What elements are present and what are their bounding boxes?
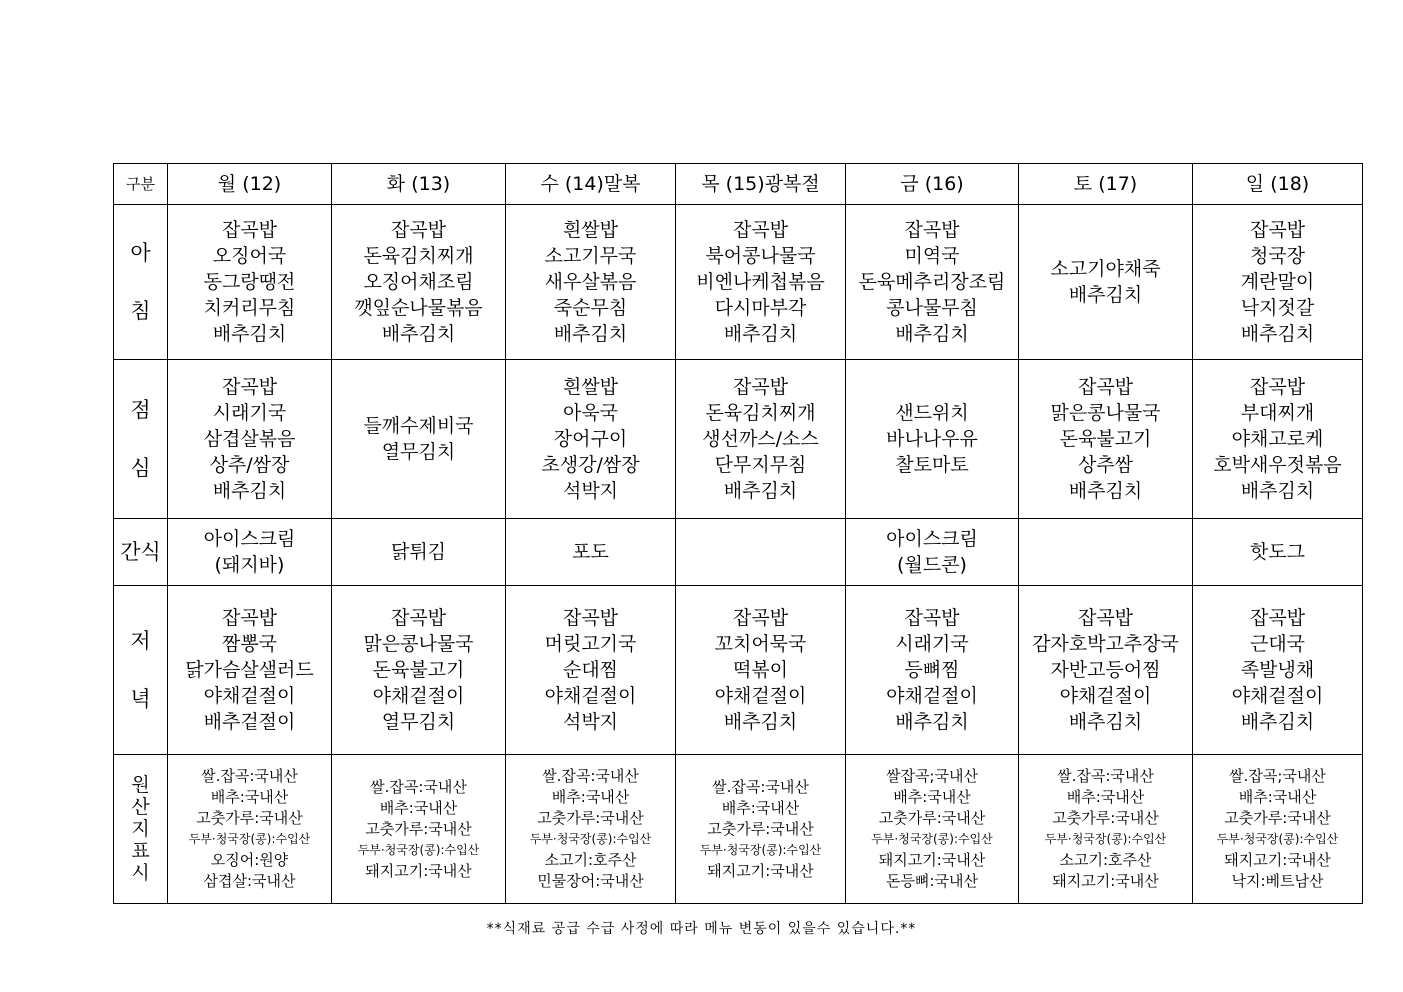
menu-item: 잡곡밥 <box>390 607 447 629</box>
day-header-sat: 토 (17) <box>1019 164 1193 205</box>
origin-item: 두부·청국장(콩):수입산 <box>871 832 993 846</box>
origin-item: 삼겹살:국내산 <box>203 872 296 890</box>
menu-item: 배추김치 <box>1068 480 1143 502</box>
row-label-char: 산 <box>131 796 150 818</box>
row-label-char: 원 <box>131 774 150 796</box>
menu-item: 잡곡밥 <box>732 376 789 398</box>
menu-item: 배추김치 <box>723 480 798 502</box>
menu-item: 동그랑땡전 <box>203 271 296 293</box>
row-label-char: 지 <box>131 818 150 840</box>
breakfast-row <box>114 205 1363 360</box>
menu-item: 오징어국 <box>212 245 287 267</box>
origin-item: 쌀.잡곡:국내산 <box>201 767 298 785</box>
menu-item: 야채겉절이 <box>203 685 296 707</box>
menu-item: 콩나물무침 <box>886 297 978 319</box>
menu-cell-fri <box>846 360 1019 519</box>
menu-item: 떡볶이 <box>732 659 789 681</box>
menu-item: 석박지 <box>562 480 619 502</box>
menu-item: 부대찌개 <box>1240 402 1315 424</box>
menu-item: 잡곡밥 <box>904 219 960 241</box>
menu-item: 닭가슴살샐러드 <box>185 659 314 681</box>
menu-item: 시래기국 <box>212 402 287 424</box>
menu-cell-tue <box>332 360 506 519</box>
origin-item: 소고기:호주산 <box>1059 851 1152 869</box>
menu-item: 석박지 <box>562 711 619 733</box>
menu-item: 단무지무침 <box>714 454 807 476</box>
day-header-wed: 수 (14)말복 <box>506 164 676 205</box>
origin-item: 돼지고기:국내산 <box>1052 872 1159 890</box>
menu-item: 잡곡밥 <box>1249 376 1306 398</box>
menu-item: 잡곡밥 <box>221 607 278 629</box>
origin-label <box>114 755 168 904</box>
menu-item: 배추김치 <box>1240 480 1315 502</box>
menu-cell-sat <box>1019 205 1193 360</box>
menu-item: 배추김치 <box>1240 711 1315 733</box>
origin-item: 소고기:호주산 <box>544 851 637 869</box>
lunch-label <box>114 360 168 519</box>
origin-item: 고춧가루:국내산 <box>878 809 986 827</box>
menu-item: 잡곡밥 <box>221 376 278 398</box>
menu-item: 돈육불고기 <box>1059 428 1152 450</box>
origin-item: 쌀.잡곡:국내산 <box>712 777 809 796</box>
menu-item: 배추김치 <box>212 323 287 345</box>
menu-item: 깻잎순나물볶음 <box>354 297 483 319</box>
menu-item: 잡곡밥 <box>390 219 447 241</box>
origin-item: 쌀잡곡;국내산 <box>886 767 978 785</box>
origin-item: 배추:국내산 <box>551 788 630 806</box>
origin-item: 돈등뼈:국내산 <box>886 872 978 890</box>
menu-item: 등뼈찜 <box>904 659 960 681</box>
menu-item: 생선까스/소스 <box>702 428 819 450</box>
menu-item: 아이스크림 <box>203 528 296 550</box>
header-row <box>114 164 1363 205</box>
origin-item: 낙지:베트남산 <box>1231 872 1324 890</box>
menu-item: 비엔나케첩볶음 <box>696 271 825 293</box>
origin-item: 오징어:원양 <box>210 851 289 869</box>
origin-item: 쌀.잡곡:국내산 <box>1057 767 1154 785</box>
origin-item: 고춧가루:국내산 <box>707 819 814 838</box>
origin-item: 고춧가루:국내산 <box>1052 809 1159 827</box>
menu-item: 맑은콩나물국 <box>1050 402 1161 424</box>
menu-item: 잡곡밥 <box>1077 607 1134 629</box>
origin-item: 쌀.잡곡;국내산 <box>1229 767 1326 785</box>
menu-item: 배추김치 <box>895 323 969 345</box>
menu-item: 시래기국 <box>895 633 969 655</box>
menu-item: 감자호박고추장국 <box>1032 633 1179 655</box>
snack-label: 간식 <box>114 519 168 586</box>
origin-item: 돼지고기:국내산 <box>878 851 986 869</box>
menu-item: 열무김치 <box>381 711 456 733</box>
menu-cell-fri <box>846 519 1019 586</box>
menu-item: 잡곡밥 <box>1077 376 1134 398</box>
menu-cell-sun <box>1193 360 1363 519</box>
menu-item: 찰토마토 <box>895 454 969 476</box>
menu-cell-wed <box>506 205 676 360</box>
origin-item: 돼지고기:국내산 <box>1224 851 1331 869</box>
menu-item: 샌드위치 <box>895 402 969 424</box>
menu-cell-wed <box>506 586 676 755</box>
day-header-tue: 화 (13) <box>332 164 506 205</box>
menu-item: 잡곡밥 <box>221 219 278 241</box>
menu-item: 자반고등어찜 <box>1050 659 1161 681</box>
menu-cell-thu <box>676 205 846 360</box>
menu-item: 흰쌀밥 <box>562 219 619 241</box>
lunch-row <box>114 360 1363 519</box>
menu-cell-thu <box>676 360 846 519</box>
origin-item: 두부·청국장(콩):수입산 <box>699 842 822 857</box>
origin-item: 돼지고기:국내산 <box>365 861 472 880</box>
menu-item: 배추김치 <box>381 323 456 345</box>
menu-item: 열무김치 <box>381 441 456 463</box>
menu-item: 돈육김치찌개 <box>705 402 816 424</box>
menu-item: 낙지젓갈 <box>1240 297 1315 319</box>
menu-item: 상추쌈 <box>1077 454 1134 476</box>
breakfast-label <box>114 205 168 360</box>
menu-cell-mon <box>168 205 332 360</box>
menu-cell-sun <box>1193 519 1363 586</box>
menu-item: 핫도그 <box>1249 541 1306 563</box>
origin-cell-wed <box>506 755 676 904</box>
menu-item: 계란말이 <box>1240 271 1315 293</box>
menu-cell-sun <box>1193 205 1363 360</box>
menu-item: 돈육김치찌개 <box>363 245 474 267</box>
menu-item: 잡곡밥 <box>1249 607 1306 629</box>
menu-item: 야채겉절이 <box>1231 685 1324 707</box>
row-label-char: 저 <box>130 629 151 653</box>
origin-cell-fri <box>846 755 1019 904</box>
menu-item: 장어구이 <box>553 428 628 450</box>
menu-item: 다시마부각 <box>714 297 807 319</box>
origin-item: 쌀.잡곡:국내산 <box>370 777 467 796</box>
menu-item: 꼬치어묵국 <box>714 633 807 655</box>
origin-cell-tue <box>332 755 506 904</box>
origin-item: 배추:국내산 <box>379 798 458 817</box>
menu-item: 소고기무국 <box>544 245 637 267</box>
menu-item: 돈육메추리장조림 <box>858 271 1006 293</box>
origin-item: 쌀.잡곡:국내산 <box>542 767 639 785</box>
snack-row <box>114 519 1363 586</box>
menu-item: 배추겉절이 <box>203 711 296 733</box>
menu-item: 돈육불고기 <box>372 659 465 681</box>
menu-item: 배추김치 <box>1068 284 1143 306</box>
menu-item: 북어콩나물국 <box>705 245 816 267</box>
header-label: 구분 <box>114 164 168 205</box>
menu-item: 아이스크림 <box>886 528 978 550</box>
dinner-label <box>114 586 168 755</box>
menu-item: 아욱국 <box>562 402 619 424</box>
menu-item: 야채겉절이 <box>544 685 637 707</box>
day-header-mon: 월 (12) <box>168 164 332 205</box>
menu-item: 순대찜 <box>562 659 619 681</box>
menu-item: 짬뽕국 <box>221 633 278 655</box>
menu-item: 배추김치 <box>895 711 969 733</box>
day-header-fri: 금 (16) <box>846 164 1019 205</box>
menu-item: 들깨수제비국 <box>363 415 474 437</box>
menu-cell-sat <box>1019 586 1193 755</box>
origin-item: 두부·청국장(콩):수입산 <box>357 842 480 857</box>
menu-item: 맑은콩나물국 <box>363 633 474 655</box>
menu-cell-thu <box>676 519 846 586</box>
origin-item: 두부·청국장(콩):수입산 <box>188 832 311 846</box>
menu-item: 미역국 <box>904 245 960 267</box>
menu-item: 근대국 <box>1249 633 1306 655</box>
menu-item: 청국장 <box>1249 245 1306 267</box>
menu-cell-wed <box>506 519 676 586</box>
origin-cell-sat <box>1019 755 1193 904</box>
menu-cell-mon <box>168 586 332 755</box>
origin-item: 배추:국내산 <box>721 798 800 817</box>
menu-cell-tue <box>332 586 506 755</box>
menu-item: 야채겉절이 <box>714 685 807 707</box>
menu-item: 바나나우유 <box>886 428 978 450</box>
menu-item: 닭튀김 <box>390 541 447 563</box>
weekly-menu-table <box>113 163 1363 904</box>
row-label-char: 녁 <box>130 687 151 711</box>
menu-cell-tue <box>332 205 506 360</box>
menu-item: 잡곡밥 <box>562 607 619 629</box>
menu-item: 소고기야채죽 <box>1050 258 1161 280</box>
row-label-char: 심 <box>130 456 151 480</box>
menu-cell-sat <box>1019 519 1193 586</box>
menu-item: 족발냉채 <box>1240 659 1315 681</box>
origin-item: 두부·청국장(콩):수입산 <box>1044 832 1167 846</box>
origin-cell-mon <box>168 755 332 904</box>
origin-row <box>114 755 1363 904</box>
menu-item: 잡곡밥 <box>1249 219 1306 241</box>
menu-item: 잡곡밥 <box>904 607 960 629</box>
origin-item: 배추:국내산 <box>1066 788 1145 806</box>
menu-item: 잡곡밥 <box>732 219 789 241</box>
menu-cell-tue <box>332 519 506 586</box>
menu-item: 새우살볶음 <box>544 271 637 293</box>
menu-item: 죽순무침 <box>553 297 628 319</box>
row-label-char: 표 <box>131 840 150 862</box>
menu-item: 야채겉절이 <box>886 685 978 707</box>
menu-item: 야채겉절이 <box>372 685 465 707</box>
origin-item: 고춧가루:국내산 <box>196 809 303 827</box>
menu-item: 흰쌀밥 <box>562 376 619 398</box>
menu-item: 배추김치 <box>723 323 798 345</box>
origin-item: 두부·청국장(콩):수입산 <box>529 832 652 846</box>
menu-item: 머릿고기국 <box>544 633 637 655</box>
menu-cell-fri <box>846 586 1019 755</box>
origin-item: 배추:국내산 <box>210 788 289 806</box>
menu-item: 호박새우젓볶음 <box>1213 454 1342 476</box>
menu-item: 상추/쌈장 <box>209 454 290 476</box>
menu-item: 잡곡밥 <box>732 607 789 629</box>
origin-cell-thu <box>676 755 846 904</box>
menu-item: 치커리무침 <box>203 297 296 319</box>
menu-item: 배추김치 <box>1240 323 1315 345</box>
menu-item: (돼지바) <box>214 554 285 576</box>
origin-item: 고춧가루:국내산 <box>365 819 472 838</box>
row-label-char: 아 <box>130 241 151 265</box>
menu-item: 야채고로케 <box>1231 428 1324 450</box>
day-header-thu: 목 (15)광복절 <box>676 164 846 205</box>
menu-item: 배추김치 <box>1068 711 1143 733</box>
origin-item: 배추:국내산 <box>1238 788 1317 806</box>
menu-item: 배추김치 <box>553 323 628 345</box>
menu-cell-mon <box>168 360 332 519</box>
origin-item: 고춧가루:국내산 <box>537 809 644 827</box>
row-label-char: 시 <box>131 862 150 884</box>
menu-cell-sat <box>1019 360 1193 519</box>
origin-item: 민물장어:국내산 <box>537 872 644 890</box>
row-label-char: 침 <box>130 299 151 323</box>
menu-item: 오징어채조림 <box>363 271 474 293</box>
menu-cell-mon <box>168 519 332 586</box>
menu-item: 삼겹살볶음 <box>203 428 296 450</box>
origin-item: 고춧가루:국내산 <box>1224 809 1331 827</box>
menu-item: 초생강/쌈장 <box>541 454 640 476</box>
row-label-char: 점 <box>130 398 151 422</box>
dinner-row <box>114 586 1363 755</box>
menu-cell-wed <box>506 360 676 519</box>
origin-item: 배추:국내산 <box>893 788 971 806</box>
origin-item: 돼지고기:국내산 <box>707 861 814 880</box>
menu-item: 배추김치 <box>212 480 287 502</box>
menu-item: (월드콘) <box>897 554 967 576</box>
menu-item: 포도 <box>572 541 609 563</box>
menu-cell-fri <box>846 205 1019 360</box>
day-header-sun: 일 (18) <box>1193 164 1363 205</box>
menu-cell-sun <box>1193 586 1363 755</box>
menu-item: 배추김치 <box>723 711 798 733</box>
origin-cell-sun <box>1193 755 1363 904</box>
menu-cell-thu <box>676 586 846 755</box>
menu-change-notice: **식재료 공급 수급 사정에 따라 메뉴 변동이 있을수 있습니다.** <box>486 921 917 937</box>
menu-item: 야채겉절이 <box>1059 685 1152 707</box>
origin-item: 두부·청국장(콩):수입산 <box>1216 832 1339 846</box>
